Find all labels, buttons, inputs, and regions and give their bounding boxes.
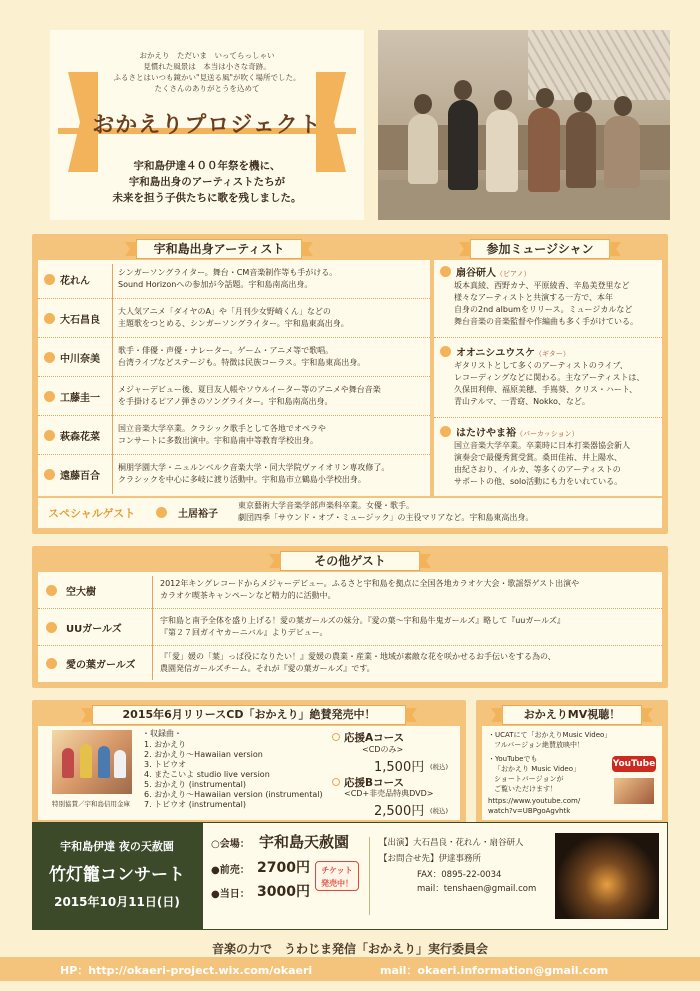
door-label: ●当日： <box>211 889 250 900</box>
mv-text-line: ショートバージョンが <box>494 775 564 783</box>
description-line: 宇和島出身のアーティストたちが <box>128 176 286 188</box>
concert-subtitle: 宇和島伊達 夜の天赦園 <box>60 840 174 853</box>
mv-thumbnail[interactable] <box>614 778 654 804</box>
artist-row <box>38 338 430 377</box>
venue-name: 宇和島天赦園 <box>259 833 350 851</box>
musician-desc-line: 演奏会で最優秀賞受賞。桑田佳祐、井上陽水、 <box>454 453 622 462</box>
course-b-tax: (税込) <box>430 807 449 815</box>
course-b-name: 応援Bコース <box>344 777 404 789</box>
artist-desc-line: Sound Horizonへの参加が今話題。宇和島南高出身。 <box>118 280 313 289</box>
guest-desc-line: 『「愛」媛の「葉」っぱ役になりたい！』愛媛の農業・産業・地域が素敵な花を咲かせるお手伝いをする為の、 <box>160 652 556 661</box>
guest-name: UUガールズ <box>66 624 122 635</box>
description-line: 未来を担う子供たちに歌を残しました。 <box>112 192 302 204</box>
musician-desc-line: 青山テルマ、一青窈、Nokko、など。 <box>454 397 590 406</box>
track-item: 7. トビウオ (instrumental) <box>144 800 246 809</box>
poem-line: ふるさとはいつも鏡かい"見送る風"が吹く場所でした。 <box>113 73 301 82</box>
advance-label: ●前売： <box>211 865 250 876</box>
venue-label: ○会場： <box>211 839 250 850</box>
poem-line: おかえり ただいま いってらっしゃい <box>139 51 275 60</box>
guest-desc-line: 農園発信ガールズチーム。それが『愛の葉ガールズ』です。 <box>160 664 375 673</box>
artist-row <box>38 260 430 299</box>
poem-line: 見慣れた風景は 本当は小さな奇跡。 <box>143 62 271 71</box>
artist-desc-line: 桐朋学園大学・ニュルンベルク音楽大学・同大学院ヴァイオリン専攻修了。 <box>118 463 390 472</box>
special-guest-label: スペシャルゲスト <box>48 507 136 520</box>
concert-title-panel <box>32 822 202 930</box>
youtube-logo: YouTube <box>612 756 656 772</box>
guest-desc-line: 2012年キングレコードからメジャーデビュー。ふるさと宇和島を拠点に全国各地カラオケ大会・歌謡祭ゲスト出演や <box>160 579 580 588</box>
artist-name: 大石昌良 <box>60 315 100 326</box>
mv-text-line: ・YouTubeでも <box>488 755 538 763</box>
guest-desc-line: カラオケ喫茶キャンペーンなど精力的に活動中。 <box>160 591 336 600</box>
artist-desc-line: 大人気アニメ「ダイヤのA」や「月刊少女野崎くん」などの <box>118 307 331 316</box>
artist-row <box>38 455 430 496</box>
musician-desc-line: 舞台音楽の音楽監督や作編曲も多く手がけている。 <box>454 317 638 326</box>
lantern-photo <box>555 833 659 919</box>
project-title-banner <box>58 108 356 140</box>
group-photo <box>378 30 670 220</box>
contact-email-link[interactable]: mail：okaeri.information@gmail.com <box>380 964 609 977</box>
performers: 【出演】大石昌良・花れん・扇谷研人 <box>379 838 524 848</box>
course-a-detail: <CDのみ> <box>362 745 404 754</box>
mv-section <box>476 700 668 826</box>
sponsor-caption: 特別協賛／宇和島信用金庫 <box>52 800 130 808</box>
mv-text-line: ご覧いただけます！ <box>494 785 557 793</box>
artist-name: 工藤圭一 <box>60 393 100 404</box>
cd-cover-image <box>52 730 132 794</box>
contact-mail[interactable]: mail：tenshaen@gmail.com <box>417 884 537 894</box>
course-a-name: 応援Aコース <box>344 732 405 744</box>
musicians-heading: 参加ミュージシャン <box>470 239 610 259</box>
track-item: 3. トビウオ <box>144 760 187 769</box>
committee-line: 音楽の力で うわじま発信「おかえり」実行委員会 <box>211 942 488 956</box>
track-item: 4. またこいよ studio live version <box>144 770 270 779</box>
artist-name: 花れん <box>60 276 90 287</box>
artist-desc-line: を手掛けるピアノ弾きのソングライター。宇和島南高出身。 <box>118 397 333 406</box>
artist-desc-line: 国立音楽大学卒業。クラシック歌手として各地でオペラや <box>118 424 326 433</box>
artist-name: 中川奈美 <box>60 354 100 365</box>
artist-row <box>38 299 430 338</box>
cd-heading: 2015年6月リリースCD「おかえり」絶賛発売中！ <box>92 705 406 725</box>
tracks-label: ・収録曲・ <box>142 729 182 738</box>
artist-row <box>38 377 430 416</box>
guest-row <box>38 572 662 609</box>
advance-price: 2700円 <box>257 860 310 876</box>
other-guests-heading: その他ゲスト <box>280 551 420 571</box>
hero-panel <box>50 30 364 220</box>
hero-poem <box>98 50 316 94</box>
special-guest-desc: 東京藝術大学音楽学部声楽科卒業。女優・歌手。 <box>238 501 414 510</box>
musician-desc-line: 自身の2nd albumをリリース。ミュージカルなど <box>454 305 633 314</box>
musician-desc-line: 様々なアーティストと共演する一方で、本年 <box>454 293 613 302</box>
course-b-price: 2,500円 <box>374 804 425 819</box>
description-line: 宇和島伊達４００年祭を機に、 <box>133 160 281 172</box>
mv-url-line[interactable]: watch?v=UBPgoAgvhtk <box>488 807 571 815</box>
guest-row <box>38 609 662 646</box>
guest-name: 愛の葉ガールズ <box>66 660 136 671</box>
musician-desc-line: レコーディングなどに関わる。主なアーティストは、 <box>454 373 645 382</box>
track-item: 6. おかえり〜Hawaiian version (instrumental) <box>144 790 323 799</box>
artists-heading: 宇和島出身アーティスト <box>136 239 302 259</box>
track-item: 5. おかえり (instrumental) <box>144 780 246 789</box>
mv-url-line[interactable]: https://www.youtube.com/ <box>488 797 581 805</box>
concert-date: 2015年10月11日(日) <box>54 895 180 909</box>
artist-desc-line: 主題歌をつとめる、シンガーソングライター。宇和島東高出身。 <box>118 319 349 328</box>
contact-fax: FAX：0895-22-0034 <box>417 870 502 880</box>
musician-row <box>434 260 662 338</box>
track-item: 2. おかえり〜Hawaiian version <box>144 750 263 759</box>
musician-name: オオニシユウスケ（ギター） <box>456 348 570 359</box>
artists-section <box>32 234 668 534</box>
course-a-price: 1,500円 <box>374 760 425 775</box>
mv-heading: おかえりMV視聴！ <box>502 705 642 725</box>
artist-name: 遠藤百合 <box>60 471 100 482</box>
special-guest-desc: 劇団四季「サウンド・オブ・ミュージック」の主役マリアなど。宇和島東高出身。 <box>238 513 534 522</box>
artist-row <box>38 416 430 455</box>
artist-name: 萩森花菜 <box>60 432 100 443</box>
musician-row <box>434 420 662 496</box>
artist-desc-line: メジャーデビュー後、夏目友人帳やソウルイーター等のアニメや舞台音楽 <box>118 385 381 394</box>
door-price: 3000円 <box>257 884 310 900</box>
poem-line: たくさんのありがとうを込めて <box>154 84 260 93</box>
musician-name: 扇谷研人（ピアノ） <box>456 268 531 279</box>
concert-title: 竹灯籠コンサート <box>49 865 185 885</box>
artist-desc-line: クラシックを中心に多岐に渡り活動中。宇和島市立鶴島小学校出身。 <box>118 475 366 484</box>
mv-text-line: フルバージョン絶賛放映中！ <box>494 741 584 749</box>
course-a-tax: (税込) <box>430 763 449 771</box>
mv-text-line: ・UCATにて「おかえりMusic Video」 <box>488 731 612 739</box>
musician-row <box>434 340 662 418</box>
musician-desc-line: 由紀さおり、イルカ、等多くのアーティストの <box>454 465 621 474</box>
track-item: 1. おかえり <box>144 740 187 749</box>
artist-desc-line: コンサートに多数出演中。宇和島南中等教育学校出身。 <box>118 436 318 445</box>
other-guests-section <box>32 546 668 688</box>
footer-bar <box>0 957 700 981</box>
special-guest-name: 土居裕子 <box>178 509 218 520</box>
mv-text-line: 「おかえり Music Video」 <box>494 765 580 773</box>
guest-name: 空大樹 <box>66 587 96 598</box>
musician-name: はたけやま裕（パーカッション） <box>456 428 579 439</box>
hero-description <box>98 158 316 206</box>
musician-desc-line: 久保田利伸、福原美穂、手嶌葵、クリス・ハート、 <box>454 385 638 394</box>
musician-desc-line: 坂本真綾、西野カナ、平原綾香、辛島美登里など <box>454 281 630 290</box>
project-title: おかえりプロジェクト <box>92 113 322 138</box>
ticket-badge: チケット 発売中！ <box>315 861 359 891</box>
concert-info-panel <box>202 822 668 930</box>
guest-row <box>38 646 662 682</box>
artist-desc-line: 台湾ライブなどステージも。特徴は民族コーラス。宇和島東高出身。 <box>118 358 366 367</box>
musician-desc-line: ギタリストとして多くのアーティストのライブ、 <box>454 361 628 370</box>
musician-desc-line: サポートの他、solo活動にも力をいれている。 <box>454 477 623 486</box>
contact-label: 【お問合せ先】伊達事務所 <box>379 854 482 864</box>
guest-desc-line: 『第２７回ガイヤカーニバル』よりデビュー。 <box>160 628 328 637</box>
cd-section <box>32 700 466 826</box>
artist-desc-line: シンガーソングライター。舞台・CM音楽制作等も手がける。 <box>118 268 338 277</box>
musician-desc-line: 国立音楽大学卒業。卒業時に日本打楽器協会新人 <box>454 441 630 450</box>
artist-desc-line: 歌手・俳優・声優・ナレーター。ゲーム・アニメ等で歌唱。 <box>118 346 334 355</box>
homepage-link[interactable]: HP：http://okaeri-project.wix.com/okaeri <box>60 964 313 977</box>
guest-desc-line: 宇和島と南予全体を盛り上げる！愛の葉ガールズの妹分。『愛の葉〜宇和島牛鬼ガールズ』略して『uuガールズ』 <box>160 616 565 625</box>
course-b-detail: <CD+非売品特典DVD> <box>344 789 434 798</box>
